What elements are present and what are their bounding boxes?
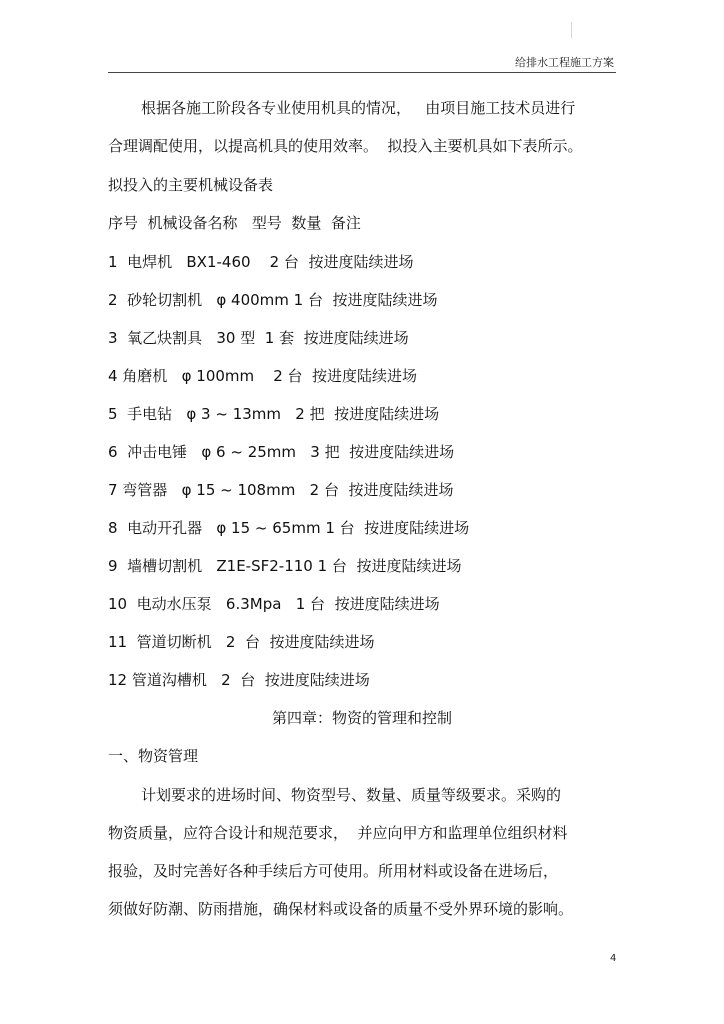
intro-paragraph-line-1: 根据各施工阶段各专业使用机具的情况， 由项目施工技术员进行: [141, 99, 576, 117]
table-title: 拟投入的主要机械设备表: [108, 176, 274, 194]
chapter-title: 第四章：物资的管理和控制: [271, 709, 452, 727]
table-row: 4 角磨机 φ 100mm 2 台 按进度陆续进场: [108, 367, 418, 385]
page-number: 4: [610, 953, 617, 964]
header-divider: [108, 72, 616, 73]
intro-paragraph-line-2: 合理调配使用，以提高机具的使用效率。 拟投入主要机具如下表所示。: [108, 137, 583, 155]
body-paragraph-line-1: 计划要求的进场时间、物资型号、数量、质量等级要求。采购的: [141, 786, 562, 804]
table-row: 12 管道沟槽机 2 台 按进度陆续进场: [108, 671, 370, 689]
table-row: 7 弯管器 φ 15 ~ 108mm 2 台 按进度陆续进场: [108, 481, 454, 499]
scan-mark: [571, 22, 572, 38]
table-row: 9 墙槽切割机 Z1E-SF2-110 1 台 按进度陆续进场: [108, 557, 462, 575]
table-row: 5 手电钻 φ 3 ~ 13mm 2 把 按进度陆续进场: [108, 405, 440, 423]
body-paragraph-line-4: 须做好防潮、防雨措施，确保材料或设备的质量不受外界环境的影响。: [108, 900, 574, 918]
section-heading: 一、物资管理: [108, 747, 199, 765]
table-row: 10 电动水压泵 6.3Mpa 1 台 按进度陆续进场: [108, 595, 440, 613]
body-paragraph-line-2: 物资质量，应符合设计和规范要求， 并应向甲方和监理单位组织材料: [108, 824, 568, 842]
table-row: 3 氧乙炔割具 30 型 1 套 按进度陆续进场: [108, 329, 409, 347]
table-row: 1 电焊机 BX1-460 2 台 按进度陆续进场: [108, 253, 414, 271]
table-row: 2 砂轮切割机 φ 400mm 1 台 按进度陆续进场: [108, 291, 438, 309]
body-paragraph-line-3: 报验，及时完善好各种手续后方可使用。所用材料或设备在进场后，: [108, 862, 559, 880]
table-row: 11 管道切断机 2 台 按进度陆续进场: [108, 633, 375, 651]
running-header: 给排水工程施工方案: [515, 56, 614, 69]
table-header: 序号 机械设备名称 型号 数量 备注: [108, 214, 361, 232]
table-row: 8 电动开孔器 φ 15 ~ 65mm 1 台 按进度陆续进场: [108, 519, 470, 537]
table-row: 6 冲击电锤 φ 6 ~ 25mm 3 把 按进度陆续进场: [108, 443, 455, 461]
